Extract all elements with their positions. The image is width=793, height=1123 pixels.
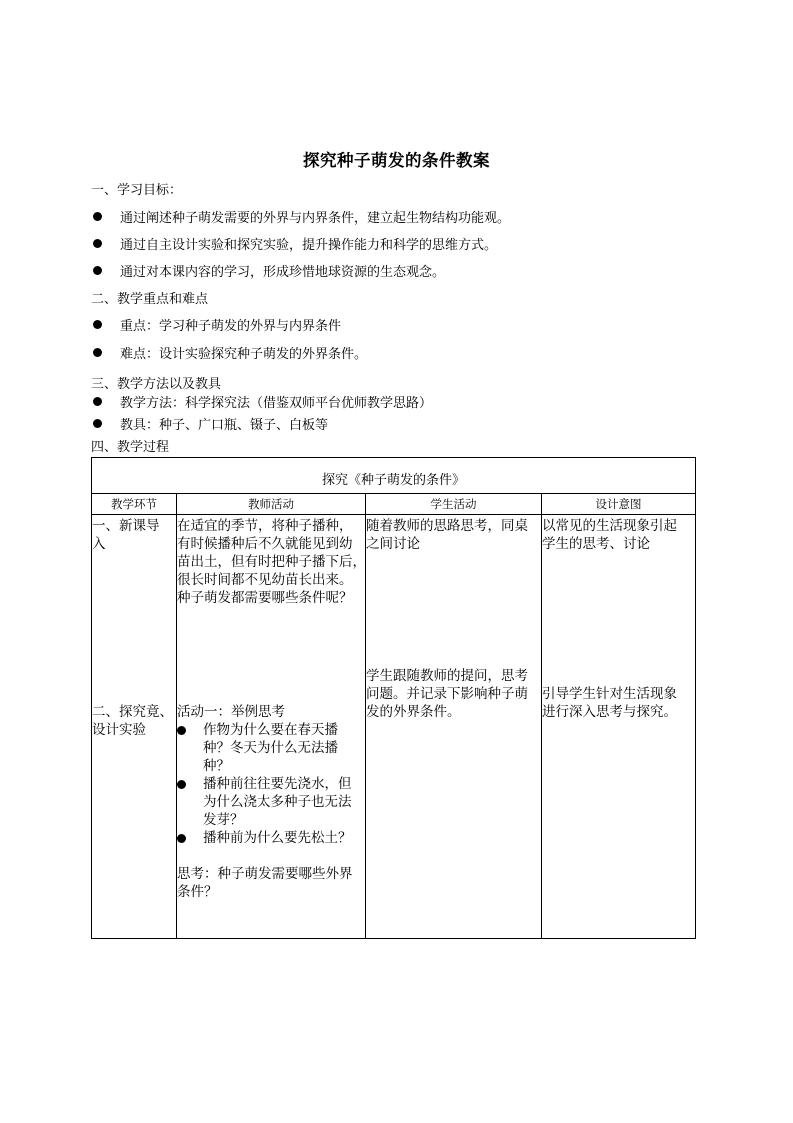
stage2-teacher-text: 活动一：举例思考 作物为什么要在春天播 种？冬天为什么无法播 种？ 播种前往往要先浇水，但 为什么浇太多种子也无法 发芽？ 播种前为什么要先松土？ 思考：种子萌发需要哪些外界 条件？	[177, 704, 353, 900]
teaching-process-table	[91, 457, 696, 939]
header-intent: 设计意图	[542, 494, 696, 515]
keypoint-item: 重点：学习种子萌发的外界与内界条件	[91, 319, 341, 335]
stage1-student-text: 随着教师的思路思考，同桌 之间讨论	[366, 518, 528, 552]
stage2-student-text: 学生跟随教师的提问，思考 问题。并记录下影响种子萌 发的外界条件。	[366, 668, 528, 720]
intent-cell	[542, 515, 696, 939]
header-teacher: 教师活动	[177, 494, 366, 515]
stage1-name: 一、新课导 入	[92, 518, 160, 552]
bullet-icon	[93, 212, 102, 221]
question-item: 播种前为什么要先松土？	[177, 829, 353, 847]
method-item: 教学方法：科学探究法（借鉴双师平台优师教学思路）	[91, 396, 432, 412]
stage1-intent-text: 以常见的生活现象引起 学生的思考、讨论	[542, 518, 677, 552]
teacher-cell	[177, 515, 366, 939]
stage-cell	[92, 515, 177, 939]
header-stage: 教学环节	[92, 494, 177, 515]
stage1-teacher-text: 在适宜的季节，将种子播种， 有时候播种后不久就能见到幼 苗出土，但有时把种子播下后， 很长时间都不见幼苗长出来。 种子萌发都需要哪些条件呢？	[177, 518, 366, 606]
section-2-heading: 二、教学重点和难点	[91, 292, 209, 307]
stage2-intent-text: 引导学生针对生活现象 进行深入思考与探究。	[542, 686, 677, 720]
stage2-name: 二、探究竟、 设计实验	[92, 704, 173, 738]
student-cell	[366, 515, 542, 939]
bullet-icon	[93, 348, 102, 357]
table-caption: 探究《种子萌发的条件》	[92, 458, 696, 494]
keypoint-item: 难点：设计实验探究种子萌发的外界条件。	[91, 347, 367, 363]
bullet-icon	[177, 834, 186, 843]
method-item: 教具：种子、广口瓶、镊子、白板等	[91, 418, 328, 434]
document-title: 探究种子萌发的条件教案	[303, 151, 490, 170]
bullet-icon	[93, 419, 102, 428]
bullet-icon	[93, 266, 102, 275]
question-item: 播种前往往要先浇水，但 为什么浇太多种子也无法 发芽？	[177, 775, 353, 829]
section-4-heading: 四、教学过程	[91, 440, 170, 455]
bullet-icon	[177, 726, 186, 735]
bullet-icon	[93, 397, 102, 406]
bullet-icon	[93, 239, 102, 248]
section-3-heading: 三、教学方法以及教具	[91, 377, 222, 392]
header-student: 学生活动	[366, 494, 542, 515]
objective-item: 通过阐述种子萌发需要的外界与内界条件，建立起生物结构功能观。	[91, 211, 510, 227]
objective-item: 通过自主设计实验和探究实验，提升操作能力和科学的思维方式。	[91, 238, 497, 254]
bullet-icon	[177, 780, 186, 789]
objective-item: 通过对本课内容的学习，形成珍惜地球资源的生态观念。	[91, 265, 445, 281]
section-1-heading: 一、学习目标：	[91, 183, 183, 198]
question-item: 作物为什么要在春天播 种？冬天为什么无法播 种？	[177, 721, 353, 775]
bullet-icon	[93, 320, 102, 329]
